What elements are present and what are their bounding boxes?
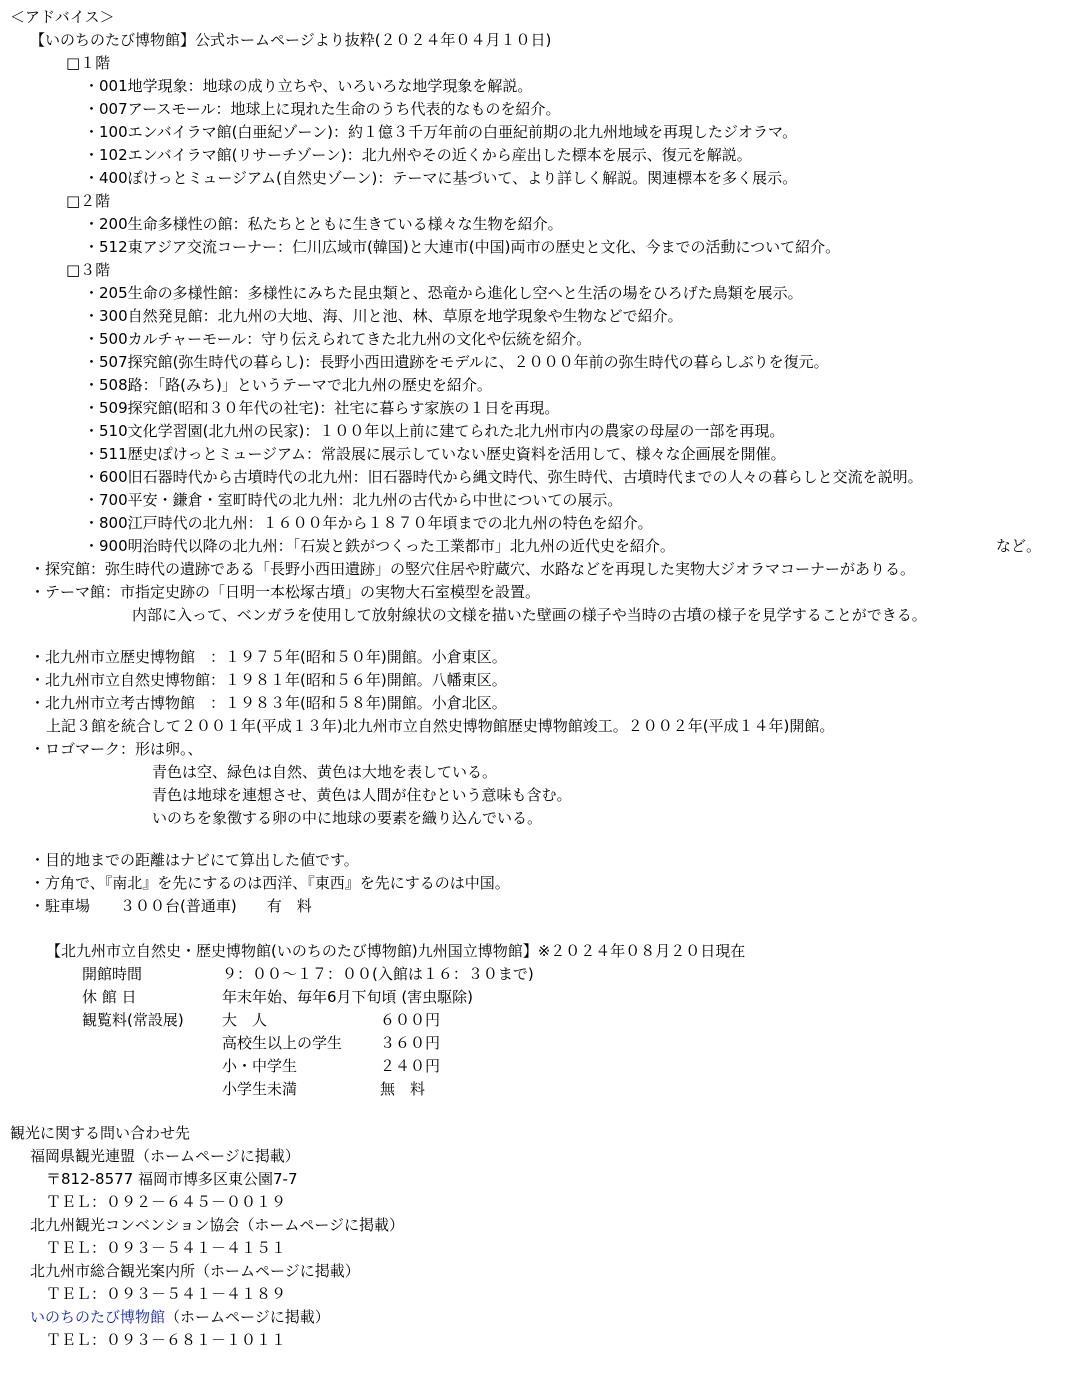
- list-item: ・600旧石器時代から古墳時代の北九州：旧石器時代から縄文時代、弥生時代、古墳時代までの人々の暮らしと交流を説明。: [84, 468, 923, 486]
- fee-category: 小・中学生: [222, 1057, 298, 1075]
- list-item: ・205生命の多様性館：多様性にみちた昆虫類と、恐竜から進化し空へと生活の場をひろげた鳥類を展示。: [84, 284, 803, 302]
- list-item: ・102エンバイラマ館(リサーチゾーン)：北九州やその近くから産出した標本を展示、復元を解説。: [84, 146, 752, 164]
- note-item: ・テーマ館：市指定史跡の「日明一本松塚古墳」の実物大石室模型を設置。: [30, 583, 541, 601]
- contact-tel: ＴＥＬ：０９２－６４５－００１９: [46, 1193, 287, 1211]
- contact-tel: ＴＥＬ：０９３－５４１－４１８９: [46, 1285, 287, 1303]
- museum-info-title: 【北九州市立自然史・歴史博物館(いのちのたび博物館)九州国立博物館】※２０２４年０８月２０日現在: [46, 942, 746, 960]
- contacts-heading: 観光に関する問い合わせ先: [10, 1124, 191, 1142]
- list-item: ・511歴史ぽけっとミュージアム：常設展に展示していない歴史資料を活用して、様々な企画展を開催。: [84, 445, 786, 463]
- fee-price: ３６０円: [380, 1034, 441, 1052]
- fee-category: 大 人: [222, 1011, 268, 1029]
- logo-item: 青色は空、緑色は自然、黄色は大地を表している。: [152, 763, 498, 781]
- fee-price: ２４０円: [380, 1057, 441, 1075]
- advice-heading: ＜アドバイス＞: [10, 8, 115, 26]
- list-item: ・300自然発見館：北九州の大地、海、川と池、林、草原を地学現象や生物などで紹介。: [84, 307, 683, 325]
- list-item: ・200生命多様性の館：私たちとともに生きている様々な生物を紹介。: [84, 215, 563, 233]
- floor-label-3: □３階: [66, 261, 111, 279]
- history-item: ・北九州市立自然史博物館：１９８１年(昭和５６年)開館。八幡東区。: [30, 671, 507, 689]
- list-item: ・512東アジア交流コーナー：仁川広域市(韓国)と大連市(中国)両市の歴史と文化、今までの活動について紹介。: [84, 238, 841, 256]
- hours-value: ９：００～１７：００(入館は１６：３０まで): [222, 965, 534, 983]
- contact-name: 北九州観光コンベンション協会（ホームページに掲載）: [30, 1216, 405, 1234]
- hours-label: 開館時間: [82, 965, 143, 983]
- list-item: ・507探究館(弥生時代の暮らし)：長野小西田遺跡をモデルに、２０００年前の弥生時代の暮らしぶりを復元。: [84, 353, 829, 371]
- list-item: ・800江戸時代の北九州：１６００年から１８７０年頃までの北九州の特色を紹介。: [84, 514, 653, 532]
- list-item: ・100エンバイラマ館(白亜紀ゾーン)：約１億３千万年前の白亜紀前期の北九州地域を再現したジオラマ。: [84, 123, 798, 141]
- contact-name: 北九州市総合観光案内所（ホームページに掲載）: [30, 1262, 360, 1280]
- museum-link[interactable]: いのちのたび博物館: [30, 1308, 166, 1326]
- history-item: ・北九州市立考古博物館 ：１９８３年(昭和５８年)開館。小倉北区。: [30, 694, 507, 712]
- misc-item: ・駐車場 ３００台(普通車) 有 料: [30, 897, 312, 915]
- contact-name-suffix: （ホームページに掲載）: [165, 1308, 330, 1326]
- list-item: ・700平安・鎌倉・室町時代の北九州：北九州の古代から中世についての展示。: [84, 491, 623, 509]
- fee-price: 無 料: [380, 1080, 426, 1098]
- list-item: ・508路：「路(みち)」というテーマで北九州の歴史を紹介。: [84, 376, 492, 394]
- closed-value: 年末年始、毎年6月下旬頃 (害虫駆除): [222, 988, 474, 1006]
- note-item: ・探究館：弥生時代の遺跡である「長野小西田遺跡」の竪穴住居や貯蔵穴、水路などを再現した実物大ジオラマコーナーがありる。: [30, 560, 916, 578]
- fee-category: 高校生以上の学生: [222, 1034, 343, 1052]
- misc-item: ・方角で、『南北』を先にするのは西洋、『東西』を先にするのは中国。: [30, 874, 510, 892]
- list-item: ・001地学現象：地球の成り立ちや、いろいろな地学現象を解説。: [84, 77, 533, 95]
- misc-item: ・目的地までの距離はナビにて算出した値です。: [30, 851, 359, 869]
- list-item: ・500カルチャーモール：守り伝えられてきた北九州の文化や伝統を紹介。: [84, 330, 592, 348]
- fee-price: ６００円: [380, 1011, 441, 1029]
- contact-tel: ＴＥＬ：０９３－５４１－４１５１: [46, 1239, 287, 1257]
- logo-item: ・ロゴマーク：形は卵。、: [30, 740, 203, 758]
- contact-tel: ＴＥＬ：０９３－６８１－１０１１: [46, 1331, 287, 1349]
- floor-label-1: □１階: [66, 54, 111, 72]
- list-item: ・007アースモール：地球上に現れた生命のうち代表的なものを紹介。: [84, 100, 561, 118]
- fee-label: 観覧料(常設展): [82, 1011, 184, 1029]
- list-item: ・510文化学習園(北九州の民家)：１００年以上前に建てられた北九州市内の農家の母屋の一部を再現。: [84, 422, 785, 440]
- closed-label: 休 館 日: [82, 988, 137, 1006]
- source-note: 【いのちのたび博物館】公式ホームページより抜粋(２０２４年０４月１０日): [30, 31, 552, 49]
- contact-name-line: [30, 1306, 330, 1328]
- contact-name: 福岡県観光連盟（ホームページに掲載）: [30, 1147, 300, 1165]
- history-item: 上記３館を統合して２００１年(平成１３年)北九州市立自然史博物館歴史博物館竣工。２００２年(平成１４年)開館。: [46, 717, 835, 735]
- list-item: ・509探究館(昭和３０年代の社宅)：社宅に暮らす家族の１日を再現。: [84, 399, 560, 417]
- floor-label-2: □２階: [66, 192, 111, 210]
- list-item: ・900明治時代以降の北九州：「石炭と鉄がつくった工業都市」北九州の近代史を紹介。: [84, 537, 675, 555]
- trailing-note: など。: [996, 537, 1042, 555]
- logo-item: いのちを象徴する卵の中に地球の要素を織り込んでいる。: [152, 809, 543, 827]
- history-item: ・北九州市立歴史博物館 ：１９７５年(昭和５０年)開館。小倉東区。: [30, 648, 507, 666]
- list-item: ・400ぽけっとミュージアム(自然史ゾーン)：テーマに基づいて、より詳しく解説。関連標本を多く展示。: [84, 169, 798, 187]
- logo-item: 青色は地球を連想させ、黄色は人間が住むという意味も含む。: [152, 786, 572, 804]
- fee-category: 小学生未満: [222, 1080, 298, 1098]
- contact-address: 〒812-8577 福岡市博多区東公園7-7: [46, 1170, 298, 1188]
- note-item: 内部に入って、ベンガラを使用して放射線状の文様を描いた壁画の様子や当時の古墳の様子を見学することができる。: [132, 606, 927, 624]
